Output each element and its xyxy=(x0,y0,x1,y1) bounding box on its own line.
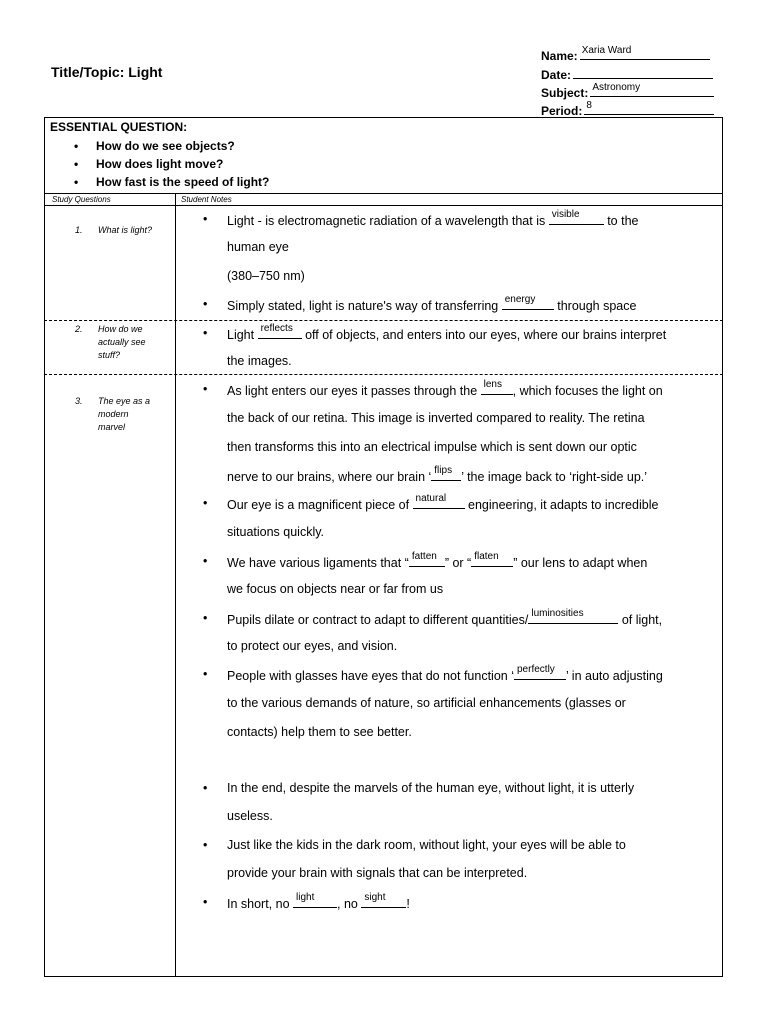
column-divider xyxy=(175,194,176,977)
answer-blank: reflects xyxy=(258,326,302,339)
period-label: Period: xyxy=(541,104,583,118)
answer-blank: flaten xyxy=(471,554,513,567)
column-header-divider xyxy=(44,205,723,206)
page-title: Title/Topic: Light xyxy=(51,64,163,80)
essential-question-title: ESSENTIAL QUESTION: xyxy=(50,120,188,134)
date-label: Date: xyxy=(541,68,572,82)
answer-blank: fatten xyxy=(409,554,445,567)
answer-blank: lens xyxy=(481,382,513,395)
essential-question-item: • How do we see objects? xyxy=(74,137,269,155)
subject-value[interactable]: Astronomy xyxy=(592,82,641,93)
row-divider xyxy=(44,374,723,375)
period-field xyxy=(541,102,714,118)
essential-question-box xyxy=(44,117,723,194)
answer-blank: luminosities xyxy=(528,611,618,624)
answer-blank: energy xyxy=(502,297,554,310)
essential-question-list xyxy=(74,137,269,191)
name-field xyxy=(541,47,710,63)
row-divider xyxy=(44,320,723,321)
date-field xyxy=(541,66,713,82)
essential-question-item: • How fast is the speed of light? xyxy=(74,173,269,191)
answer-blank: sight xyxy=(361,895,406,908)
name-label: Name: xyxy=(541,49,578,63)
answer-blank: light xyxy=(293,895,337,908)
answer-blank: perfectly xyxy=(514,667,566,680)
answer-blank: flips xyxy=(431,468,461,481)
name-value[interactable]: Xaria Ward xyxy=(581,45,632,56)
answer-blank: visible xyxy=(549,212,604,225)
study-questions-header: Study Questions xyxy=(52,195,111,204)
period-value[interactable]: 8 xyxy=(586,100,592,111)
subject-label: Subject: xyxy=(541,86,589,100)
student-notes-header: Student Notes xyxy=(181,195,232,204)
answer-blank: natural xyxy=(413,496,465,509)
essential-question-item: • How does light move? xyxy=(74,155,269,173)
subject-field xyxy=(541,84,714,100)
